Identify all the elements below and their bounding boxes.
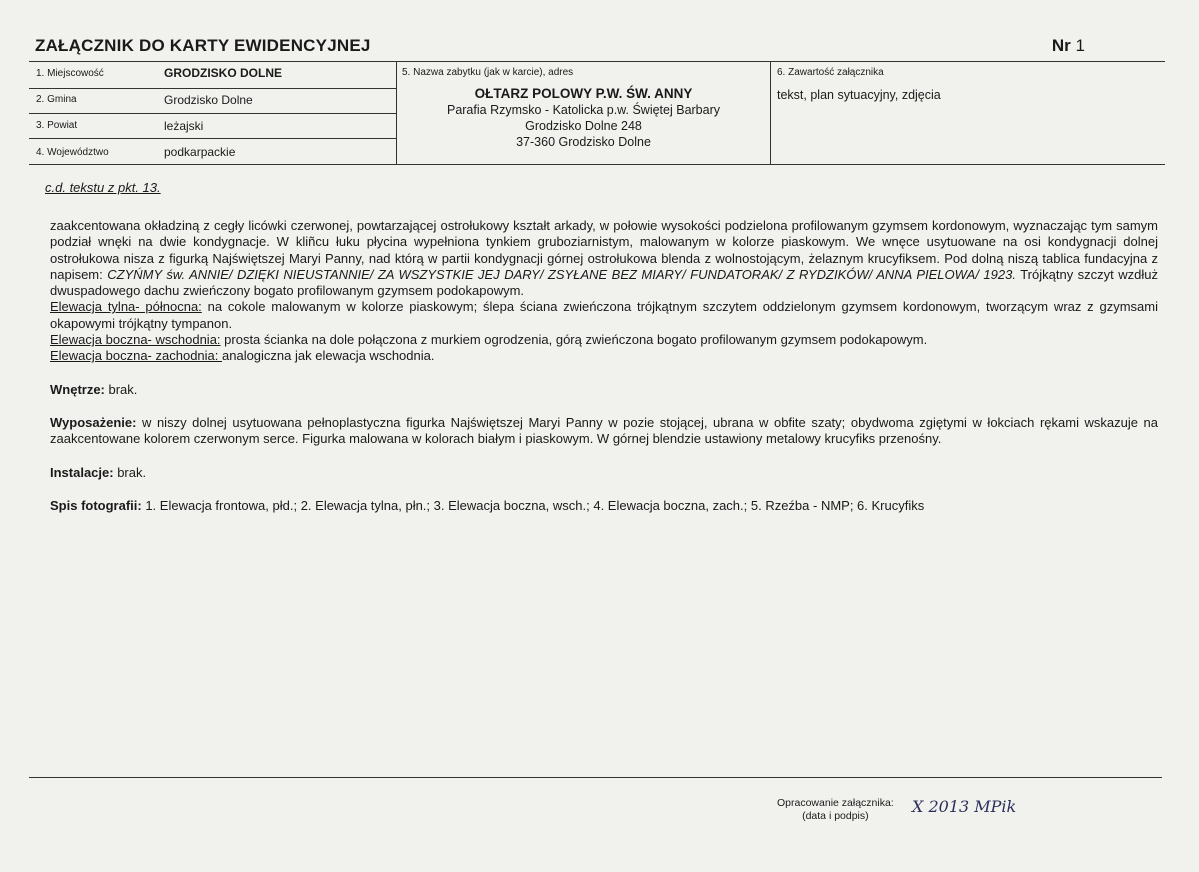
east-elevation-paragraph: [50, 332, 1158, 348]
monument-label: 5. Nazwa zabytku (jak w karcie), adres: [402, 67, 574, 78]
nr-value: 1: [1075, 36, 1085, 55]
prepared-by-label: [777, 797, 894, 823]
installations-label: Instalacje:: [50, 464, 114, 480]
photo-list-label: Spis fotografii:: [50, 497, 142, 513]
header-bottom-rule: [29, 164, 1165, 165]
prepared-by-line1: Opracowanie załącznika:: [777, 797, 894, 809]
monument-address-line3: 37-360 Grodzisko Dolne: [516, 135, 651, 149]
interior-label: Wnętrze:: [50, 381, 105, 397]
interior-text: brak.: [104, 381, 138, 397]
west-elevation-paragraph: [50, 348, 1158, 364]
nr-label: Nr: [1051, 36, 1071, 55]
furnishing-text: w niszy dolnej usytuowana pełnoplastyczna figurka Najświętszej Maryi Panny w pozie stojącej, ubrana w obfite szaty; obydwoma zgiętymi w łokciach rękami wskazuje na zaakcentowane kolorem czerwonym serce. Figurka malowana w kolorach białym i piaskowym. W górnej blendzie ustawiony metalowy krucyfiks przenośny.: [50, 414, 1158, 447]
body-text: [50, 218, 1158, 514]
continuation-note: c.d. tekstu z pkt. 13.: [45, 180, 161, 195]
inscription-text: CZYŃMY św. ANNIE/ DZIĘKI NIEUSTANNIE/ ZA WSZYSTKIE JEJ DARY/ ZSYŁANE BEZ MIARY/ FUNDATORAK/ Z RYDZIKÓW/ ANNA PIELOWA/ 1923.: [107, 266, 1016, 282]
rear-elevation-text: na cokole malowanym w kolorze piaskowym; ślepa ściana zwieńczona trójkątnym szczytem oddzielonym gzymsem kordonowym, tworzącym wraz z gzymsami okapowymi trójkątny tympanon.: [50, 299, 1158, 331]
powiat-value: leżajski: [164, 119, 204, 133]
rear-elevation-label: Elewacja tylna- północna:: [50, 299, 202, 315]
facade-text-end: Trójkątny szczyt wzdłuż dwuspadowego dachu zwieńczony bogato profilowanym gzymsem podokapowym.: [50, 266, 1158, 299]
monument-block: [397, 86, 770, 150]
installations-paragraph: [50, 465, 1158, 481]
west-elevation-label: Elewacja boczna- zachodnia:: [50, 348, 222, 364]
gmina-value: Grodzisko Dolne: [164, 93, 253, 107]
rear-elevation-paragraph: [50, 299, 1158, 332]
row-rule-1: [29, 88, 396, 89]
handwritten-signature: X 2013 MPik: [912, 797, 1017, 816]
furnishing-label: Wyposażenie:: [50, 414, 137, 430]
footer-rule: [29, 777, 1162, 778]
installations-text: brak.: [113, 464, 147, 480]
furnishing-paragraph: [50, 415, 1158, 448]
west-elevation-text: analogiczna jak elewacja wschodnia.: [222, 348, 435, 364]
row-rule-3: [29, 138, 396, 139]
wojewodztwo-value: podkarpackie: [164, 145, 236, 159]
contents-value: tekst, plan sytuacyjny, zdjęcia: [777, 88, 941, 102]
monument-address-line2: Grodzisko Dolne 248: [525, 119, 642, 133]
contents-label: 6. Zawartość załącznika: [777, 67, 884, 78]
interior-paragraph: [50, 382, 1158, 398]
column-divider-2: [770, 61, 771, 165]
miejscowosc-value: GRODZISKO DOLNE: [164, 66, 283, 80]
miejscowosc-label: 1. Miejscowość: [36, 68, 104, 79]
photo-list-paragraph: [50, 498, 1158, 514]
powiat-label: 3. Powiat: [36, 120, 78, 131]
east-elevation-text: prosta ścianka na dole połączona z murkiem ogrodzenia, górą zwieńczona bogato profilowanym gzymsem podokapowym.: [220, 332, 928, 348]
prepared-by-line2: (data i podpis): [802, 810, 869, 822]
row-rule-2: [29, 113, 396, 114]
monument-name: OŁTARZ POLOWY P.W. ŚW. ANNY: [474, 86, 693, 101]
facade-text: zaakcentowana okładziną z cegły licówki czerwonej, powtarzającej ostrołukowy kształt arkady, w połowie wysokości podzielona profilowanym gzymsem kordonowym, wyznaczając tym samym podział wnęki na dwie kondygnacje. W kliñcu łuku płycina wypełniona tynkiem gruboziarnistym, malowanym w kolorze piaskowym. We wnęce usytuowane na osi kondygnacji dolnej ostrołukowa nisza z figurką Najświętszej Maryi Panny, nad którą w partii kondygnacji górnej ostrołukowa blenda z wolnostojącym, żelaznym krucyfiksem. Pod dolną niszą tablica fundacyjna z napisem:: [50, 218, 1158, 282]
photo-list-text: 1. Elewacja frontowa, płd.; 2. Elewacja tylna, płn.; 3. Elewacja boczna, wsch.; 4. Elewacja boczna, zach.; 5. Rzeźba - NMP; 6. Krucyfiks: [141, 497, 925, 513]
monument-address-line1: Parafia Rzymsko - Katolicka p.w. Świętej Barbary: [446, 103, 721, 117]
document-title: ZAŁĄCZNIK DO KARTY EWIDENCYJNEJ: [35, 36, 371, 55]
document-number: [1052, 36, 1085, 56]
facade-paragraph: [50, 218, 1158, 299]
header-top-rule: [29, 61, 1165, 62]
gmina-label: 2. Gmina: [36, 94, 77, 105]
wojewodztwo-label: 4. Województwo: [36, 147, 109, 158]
east-elevation-label: Elewacja boczna- wschodnia:: [50, 332, 221, 348]
